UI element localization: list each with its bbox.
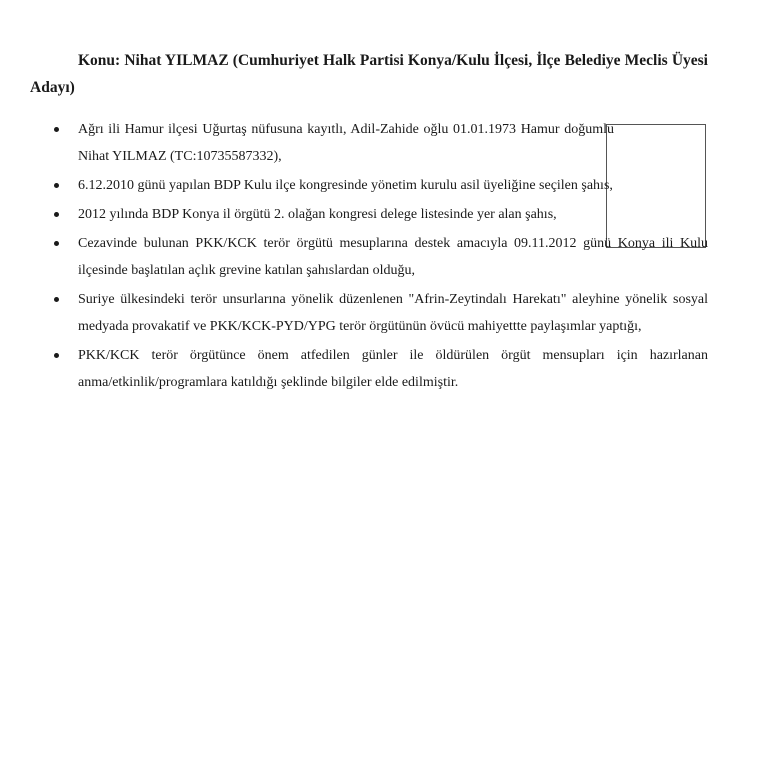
list-item	[52, 116, 614, 170]
list-item-text: PKK/KCK terör örgütünce önem atfedilen günler ile öldürülen örgüt mensupları için hazırlanan anma/etkinlik/programlara katıldığı şeklinde bilgiler elde edilmiştir.	[78, 348, 708, 390]
list-item-text: 2012 yılında BDP Konya il örgütü 2. olağan kongresi delege listesinde yer alan şahıs,	[78, 207, 557, 222]
subject-heading: Konu: Nihat YILMAZ (Cumhuriyet Halk Partisi Konya/Kulu İlçesi, İlçe Belediye Meclis Üyesi Adayı)	[30, 52, 708, 96]
bullet-dot-icon	[54, 353, 59, 358]
list-item	[52, 201, 614, 228]
list-item	[52, 172, 614, 199]
info-bullet-list	[52, 116, 708, 398]
bullet-dot-icon	[54, 297, 59, 302]
bullet-dot-icon	[54, 183, 59, 188]
list-item-text: 6.12.2010 günü yapılan BDP Kulu ilçe kongresinde yönetim kurulu asil üyeliğine seçilen şahıs,	[78, 178, 613, 193]
list-item	[52, 286, 708, 340]
bullet-dot-icon	[54, 127, 59, 132]
bullet-dot-icon	[54, 241, 59, 246]
list-item-text: Cezavinde bulunan PKK/KCK terör örgütü mesuplarına destek amacıyla 09.11.2012 günü Konya ili Kulu ilçesinde başlatılan açlık grevine katılan şahıslardan olduğu,	[78, 236, 708, 278]
list-item-text: Suriye ülkesindeki terör unsurlarına yönelik düzenlenen "Afrin-Zeytindalı Harekatı" aleyhine yönelik sosyal medyada provakatif ve PKK/KCK-PYD/YPG terör örgütünün övücü mahiyettte paylaşımlar yaptığı,	[78, 292, 708, 334]
list-item	[52, 342, 708, 396]
list-item	[52, 230, 708, 284]
bullet-dot-icon	[54, 212, 59, 217]
list-item-text: Ağrı ili Hamur ilçesi Uğurtaş nüfusuna kayıtlı, Adil-Zahide oğlu 01.01.1973 Hamur doğumlu Nihat YILMAZ (TC:10735587332),	[78, 122, 614, 164]
